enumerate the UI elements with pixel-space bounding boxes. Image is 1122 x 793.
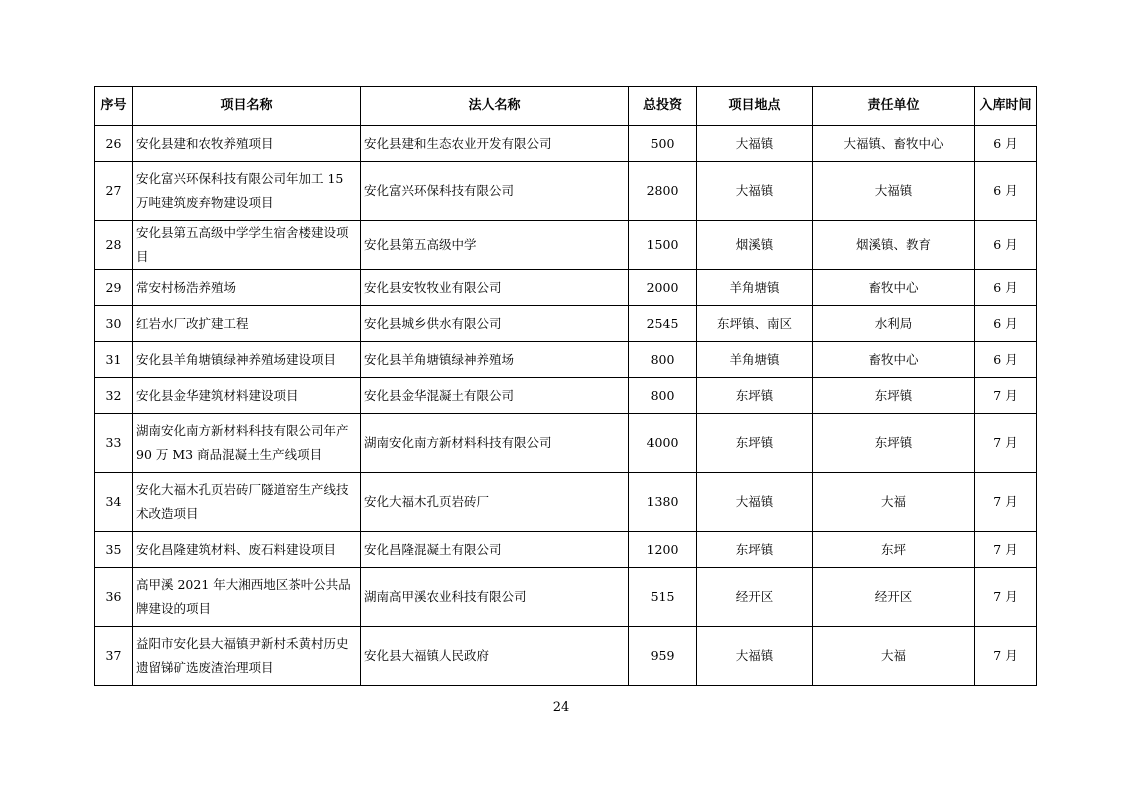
- cell-location: 烟溪镇: [697, 221, 813, 270]
- cell-legal-entity: 湖南安化南方新材料科技有限公司: [361, 414, 629, 473]
- cell-responsible-unit: 东坪镇: [813, 414, 975, 473]
- cell-location: 大福镇: [697, 162, 813, 221]
- table-row: [95, 532, 1037, 568]
- table-row: [95, 221, 1037, 270]
- header-location: 项目地点: [697, 87, 813, 126]
- header-no: 序号: [95, 87, 133, 126]
- cell-no: 32: [95, 378, 133, 414]
- header-legal-entity: 法人名称: [361, 87, 629, 126]
- cell-location: 大福镇: [697, 126, 813, 162]
- cell-location: 经开区: [697, 568, 813, 627]
- cell-location: 羊角塘镇: [697, 270, 813, 306]
- cell-location: 东坪镇: [697, 378, 813, 414]
- cell-responsible-unit: 东坪: [813, 532, 975, 568]
- cell-investment: 4000: [629, 414, 697, 473]
- cell-legal-entity: 安化县安牧牧业有限公司: [361, 270, 629, 306]
- cell-responsible-unit: 烟溪镇、教育: [813, 221, 975, 270]
- cell-no: 26: [95, 126, 133, 162]
- cell-no: 31: [95, 342, 133, 378]
- table-row: [95, 270, 1037, 306]
- cell-investment: 1200: [629, 532, 697, 568]
- cell-project-name: 安化县羊角塘镇绿神养殖场建设项目: [133, 342, 361, 378]
- cell-entry-time: 6 月: [975, 162, 1037, 221]
- cell-project-name: 安化县建和农牧养殖项目: [133, 126, 361, 162]
- cell-location: 羊角塘镇: [697, 342, 813, 378]
- cell-entry-time: 7 月: [975, 378, 1037, 414]
- cell-entry-time: 7 月: [975, 568, 1037, 627]
- cell-no: 28: [95, 221, 133, 270]
- cell-responsible-unit: 大福镇: [813, 162, 975, 221]
- cell-legal-entity: 安化县羊角塘镇绿神养殖场: [361, 342, 629, 378]
- cell-project-name: 安化昌隆建筑材料、废石料建设项目: [133, 532, 361, 568]
- cell-investment: 959: [629, 627, 697, 686]
- cell-entry-time: 7 月: [975, 414, 1037, 473]
- cell-legal-entity: 湖南高甲溪农业科技有限公司: [361, 568, 629, 627]
- cell-investment: 1380: [629, 473, 697, 532]
- cell-no: 36: [95, 568, 133, 627]
- header-responsible-unit: 责任单位: [813, 87, 975, 126]
- cell-no: 29: [95, 270, 133, 306]
- cell-entry-time: 6 月: [975, 126, 1037, 162]
- cell-entry-time: 7 月: [975, 473, 1037, 532]
- cell-no: 37: [95, 627, 133, 686]
- cell-responsible-unit: 水利局: [813, 306, 975, 342]
- cell-location: 东坪镇: [697, 414, 813, 473]
- cell-responsible-unit: 东坪镇: [813, 378, 975, 414]
- cell-legal-entity: 安化富兴环保科技有限公司: [361, 162, 629, 221]
- table-row: [95, 627, 1037, 686]
- table-row: [95, 342, 1037, 378]
- cell-no: 27: [95, 162, 133, 221]
- cell-legal-entity: 安化县金华混凝土有限公司: [361, 378, 629, 414]
- cell-entry-time: 7 月: [975, 532, 1037, 568]
- cell-project-name: 益阳市安化县大福镇尹新村禾黄村历史遗留锑矿选废渣治理项目: [133, 627, 361, 686]
- cell-investment: 515: [629, 568, 697, 627]
- cell-responsible-unit: 大福: [813, 473, 975, 532]
- cell-project-name: 湖南安化南方新材料科技有限公司年产 90 万 M3 商品混凝土生产线项目: [133, 414, 361, 473]
- table-row: [95, 162, 1037, 221]
- cell-project-name: 安化县金华建筑材料建设项目: [133, 378, 361, 414]
- cell-project-name: 安化县第五高级中学学生宿舍楼建设项目: [133, 221, 361, 270]
- cell-legal-entity: 安化县大福镇人民政府: [361, 627, 629, 686]
- cell-no: 34: [95, 473, 133, 532]
- cell-responsible-unit: 大福镇、畜牧中心: [813, 126, 975, 162]
- cell-location: 大福镇: [697, 473, 813, 532]
- cell-project-name: 常安村杨浩养殖场: [133, 270, 361, 306]
- cell-investment: 2800: [629, 162, 697, 221]
- header-investment: 总投资: [629, 87, 697, 126]
- cell-entry-time: 7 月: [975, 627, 1037, 686]
- cell-location: 东坪镇: [697, 532, 813, 568]
- cell-responsible-unit: 畜牧中心: [813, 342, 975, 378]
- table-row: [95, 126, 1037, 162]
- header-entry-time: 入库时间: [975, 87, 1037, 126]
- cell-investment: 800: [629, 342, 697, 378]
- cell-location: 东坪镇、南区: [697, 306, 813, 342]
- page-number: 24: [552, 700, 570, 715]
- cell-location: 大福镇: [697, 627, 813, 686]
- cell-legal-entity: 安化县第五高级中学: [361, 221, 629, 270]
- cell-no: 30: [95, 306, 133, 342]
- table-row: [95, 414, 1037, 473]
- cell-entry-time: 6 月: [975, 221, 1037, 270]
- cell-entry-time: 6 月: [975, 306, 1037, 342]
- cell-investment: 800: [629, 378, 697, 414]
- cell-investment: 2000: [629, 270, 697, 306]
- cell-legal-entity: 安化大福木孔页岩砖厂: [361, 473, 629, 532]
- table-row: [95, 378, 1037, 414]
- cell-project-name: 安化大福木孔页岩砖厂隧道窑生产线技术改造项目: [133, 473, 361, 532]
- cell-no: 33: [95, 414, 133, 473]
- header-project-name: 项目名称: [133, 87, 361, 126]
- cell-investment: 500: [629, 126, 697, 162]
- table-row: [95, 306, 1037, 342]
- cell-project-name: 高甲溪 2021 年大湘西地区茶叶公共品牌建设的项目: [133, 568, 361, 627]
- cell-legal-entity: 安化昌隆混凝土有限公司: [361, 532, 629, 568]
- cell-entry-time: 6 月: [975, 270, 1037, 306]
- project-table: [94, 86, 1037, 686]
- cell-project-name: 安化富兴环保科技有限公司年加工 15 万吨建筑废弃物建设项目: [133, 162, 361, 221]
- cell-responsible-unit: 大福: [813, 627, 975, 686]
- cell-responsible-unit: 经开区: [813, 568, 975, 627]
- cell-legal-entity: 安化县城乡供水有限公司: [361, 306, 629, 342]
- cell-legal-entity: 安化县建和生态农业开发有限公司: [361, 126, 629, 162]
- table-row: [95, 568, 1037, 627]
- cell-project-name: 红岩水厂改扩建工程: [133, 306, 361, 342]
- cell-investment: 2545: [629, 306, 697, 342]
- table-header-row: [95, 87, 1037, 126]
- cell-responsible-unit: 畜牧中心: [813, 270, 975, 306]
- cell-investment: 1500: [629, 221, 697, 270]
- table-row: [95, 473, 1037, 532]
- cell-entry-time: 6 月: [975, 342, 1037, 378]
- cell-no: 35: [95, 532, 133, 568]
